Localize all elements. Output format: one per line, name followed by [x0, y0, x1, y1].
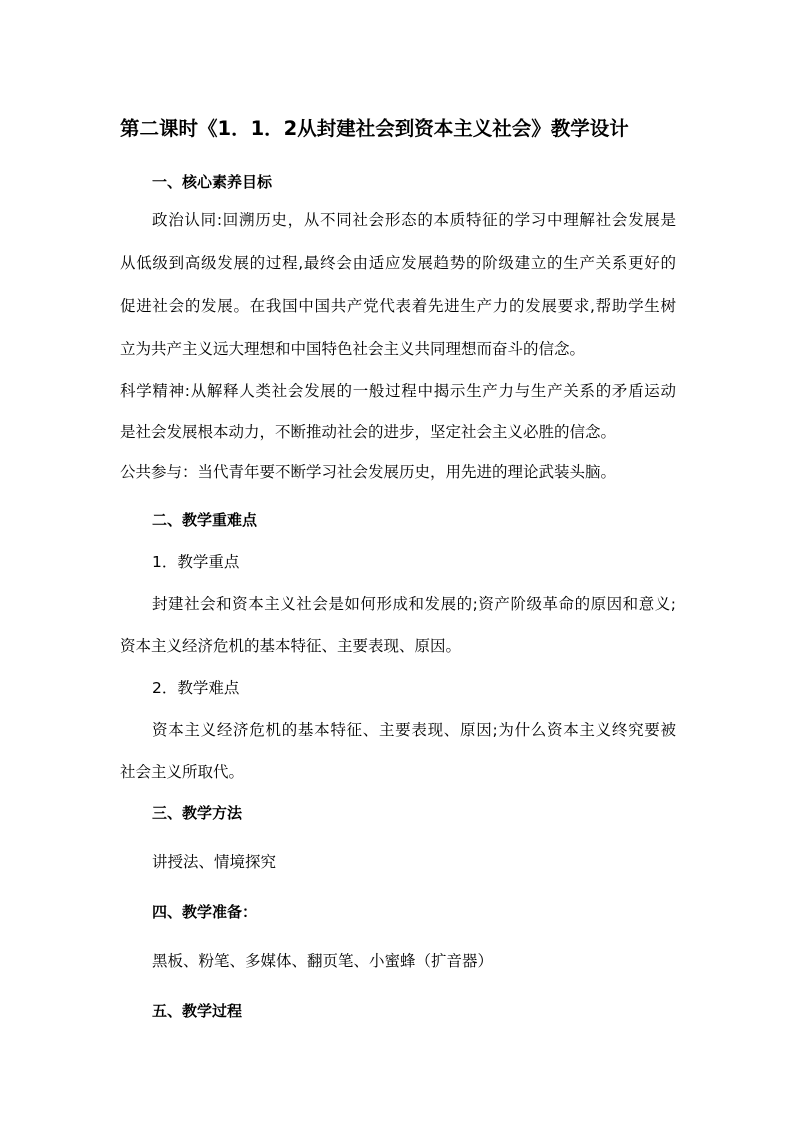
paragraph-political-line-4: 立为共产主义远大理想和中国特色社会主义共同理想而奋斗的信念。: [120, 340, 586, 358]
paragraph-public: 公共参与：当代青年要不断学习社会发展历史，用先进的理论武装头脑。: [120, 463, 617, 481]
key-points-line-1: 封建社会和资本主义社会是如何形成和发展的;资产阶级革命的原因和意义;: [152, 595, 676, 613]
paragraph-science-line-2: 是社会发展根本动力，不断推动社会的进步，坚定社会主义必胜的信念。: [120, 423, 617, 441]
section-heading-methods: 三、教学方法: [152, 804, 243, 822]
methods-text: 讲授法、情境探究: [152, 853, 277, 871]
section-heading-key-difficult: 二、教学重难点: [152, 511, 258, 529]
paragraph-science-line-1: 科学精神:从解释人类社会发展的一般过程中揭示生产力与生产关系的矛盾运动: [120, 382, 676, 400]
paragraph-political-line-1: 政治认同:回溯历史，从不同社会形态的本质特征的学习中理解社会发展是: [152, 211, 676, 229]
document-title: 第二课时《1．1．2从封建社会到资本主义社会》教学设计: [120, 117, 629, 140]
preparation-text: 黑板、粉笔、多媒体、翻页笔、小蜜蜂（扩音器）: [152, 952, 494, 970]
paragraph-political-line-2: 从低级到高级发展的过程,最终会由适应发展趋势的阶级建立的生产关系更好的: [120, 254, 676, 272]
key-points-line-2: 资本主义经济危机的基本特征、主要表现、原因。: [120, 637, 462, 655]
key-points-label: 1．教学重点: [152, 553, 240, 571]
difficult-points-label: 2．教学难点: [152, 679, 240, 697]
section-heading-preparation: 四、教学准备：: [152, 903, 258, 921]
section-heading-process: 五、教学过程: [152, 1002, 243, 1020]
difficult-points-line-2: 社会主义所取代。: [120, 763, 245, 781]
paragraph-political-line-3: 促进社会的发展。在我国中国共产党代表着先进生产力的发展要求,帮助学生树: [120, 297, 676, 315]
difficult-points-line-1: 资本主义经济危机的基本特征、主要表现、原因;为什么资本主义终究要被: [152, 721, 676, 739]
section-heading-core-goals: 一、核心素养目标: [152, 173, 273, 191]
